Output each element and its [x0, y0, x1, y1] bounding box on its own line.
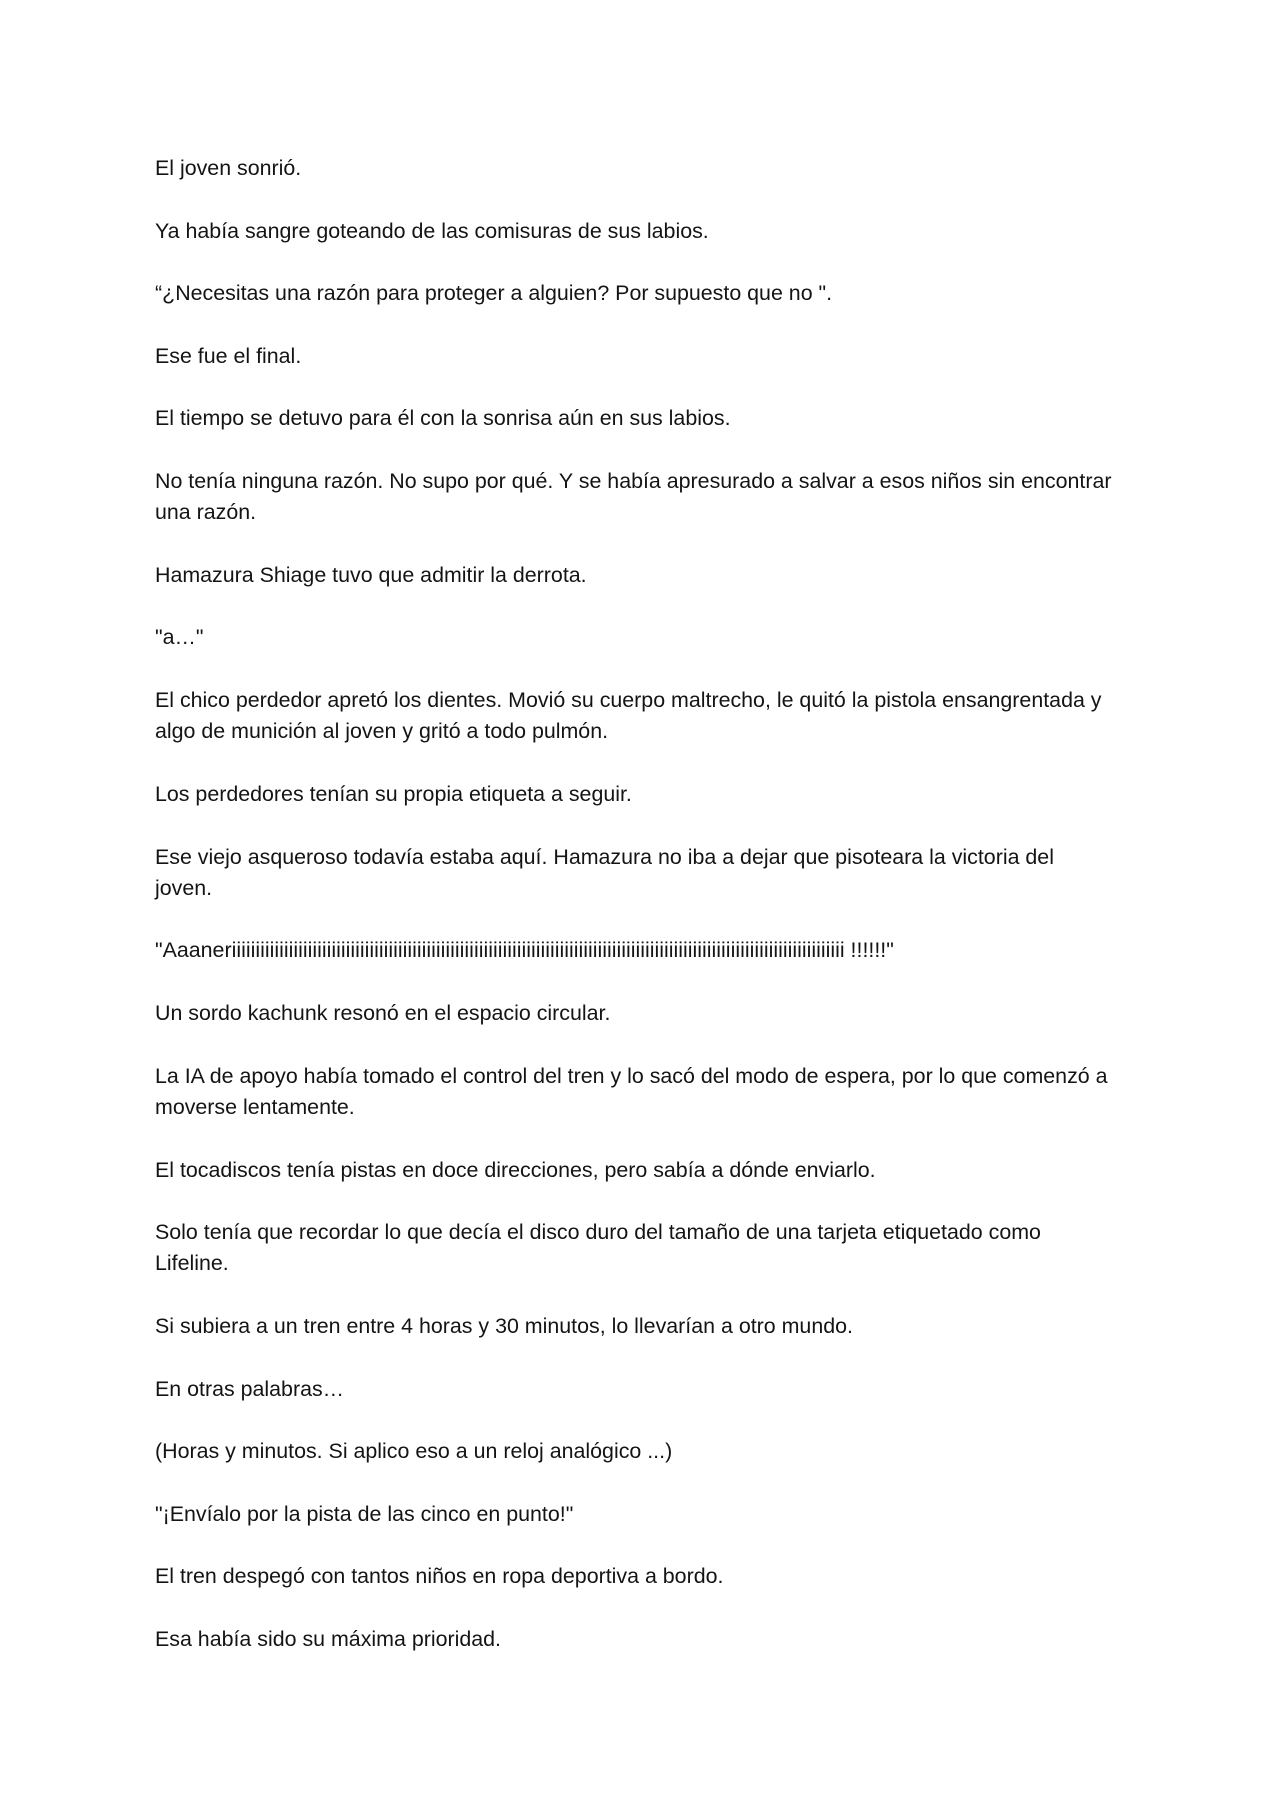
paragraph: No tenía ninguna razón. No supo por qué. Y se había apresurado a salvar a esos niños sin encontrar una razón.: [155, 468, 1112, 525]
paragraph: En otras palabras…: [155, 1376, 345, 1401]
paragraph: Un sordo kachunk resonó en el espacio circular.: [155, 1001, 611, 1026]
paragraph: El tocadiscos tenía pistas en doce direcciones, pero sabía a dónde enviarlo.: [155, 1157, 876, 1182]
paragraph: El joven sonrió.: [155, 156, 302, 180]
paragraph: Ese viejo asqueroso todavía estaba aquí. Hamazura no iba a dejar que pisoteara la victoria del joven.: [155, 844, 1054, 900]
paragraph: Si subiera a un tren entre 4 horas y 30 minutos, lo llevarían a otro mundo.: [155, 1313, 853, 1338]
paragraph: Ese fue el final.: [155, 343, 302, 368]
scream-paragraph: "Aaaneriiiiiiiiiiiiiiiiiiiiiiiiiiiiiiiiiiiiiiiiiiiiiiiiiiiiiiiiiiiiiiiiiiiiiiiiiiiiiiiiiiiiiiiiiiiiiiiiiiiiiiiiiiiiiiiiiiiiiiiiiiiiiiiii !!!!!!": [155, 938, 894, 963]
paragraph: Los perdedores tenían su propia etiqueta a seguir.: [155, 781, 632, 806]
paragraph: La IA de apoyo había tomado el control del tren y lo sacó del modo de espera, por lo que comenzó a moverse lentamente.: [155, 1063, 1108, 1119]
paragraph: Ya había sangre goteando de las comisuras de sus labios.: [155, 218, 709, 243]
paragraph: El tiempo se detuvo para él con la sonrisa aún en sus labios.: [155, 406, 731, 431]
paragraph: "¡Envíalo por la pista de las cinco en punto!": [155, 1501, 574, 1526]
document-body: [155, 153, 1115, 1687]
paragraph: El chico perdedor apretó los dientes. Movió su cuerpo maltrecho, le quitó la pistola ensangrentada y algo de munición al joven y gritó a todo pulmón.: [155, 688, 1102, 744]
paragraph: Esa había sido su máxima prioridad.: [155, 1626, 501, 1651]
paragraph: Solo tenía que recordar lo que decía el disco duro del tamaño de una tarjeta etiquetado como Lifeline.: [155, 1220, 1041, 1276]
paragraph: El tren despegó con tantos niños en ropa deportiva a bordo.: [155, 1564, 724, 1589]
paragraph: "a…": [155, 625, 204, 650]
paragraph: Hamazura Shiage tuvo que admitir la derrota.: [155, 562, 587, 587]
paragraph: “¿Necesitas una razón para proteger a alguien? Por supuesto que no ".: [155, 281, 833, 306]
paragraph: (Horas y minutos. Si aplico eso a un reloj analógico ...): [155, 1439, 673, 1464]
